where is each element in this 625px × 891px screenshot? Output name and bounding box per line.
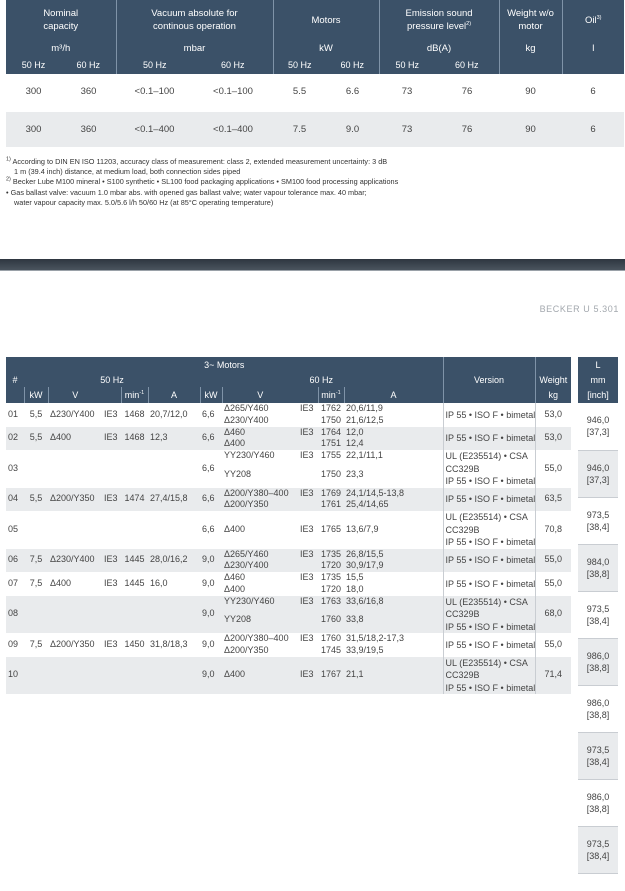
- length-cell: [578, 591, 618, 638]
- current-60: 24,1/14,5-13,8: [344, 488, 443, 500]
- ie-60: [298, 499, 318, 511]
- motors-unit: kW: [273, 40, 379, 57]
- current-50: 28,0/16,2: [148, 549, 200, 573]
- kw-50: 7,5: [24, 572, 48, 596]
- length-inch: [38,4]: [586, 521, 610, 532]
- weight-cell: 53,0: [535, 403, 571, 427]
- voltage-60: Δ230/Y400: [222, 415, 298, 427]
- ie-50: IE3: [102, 488, 121, 512]
- ie-60: [298, 645, 318, 657]
- motors-title: 3~ Motors: [6, 357, 443, 372]
- row-number: 06: [6, 549, 24, 573]
- ie-50: IE3: [102, 427, 121, 451]
- length-mm: 986,0: [586, 791, 610, 802]
- length-cell: [578, 732, 618, 779]
- table-row: [578, 732, 618, 779]
- row-number: 09: [6, 633, 24, 657]
- current-60: 33,8: [344, 607, 443, 633]
- ie-60: IE3: [298, 403, 318, 415]
- length-mm: 973,5: [586, 838, 610, 849]
- rpm-60: 1745: [318, 645, 344, 657]
- rpm-60: 1763: [318, 596, 344, 608]
- length-mm: 986,0: [586, 650, 610, 661]
- kw-60: 6,6: [200, 427, 222, 451]
- cell-oil: 6: [562, 74, 624, 109]
- kw-header: kW: [200, 387, 222, 403]
- kw-50: [24, 657, 48, 695]
- voltage-60: Δ265/Y460: [222, 549, 298, 561]
- ie-50: [102, 511, 121, 549]
- kw-60: 6,6: [200, 488, 222, 512]
- cell-weight: 90: [499, 112, 562, 147]
- cell-vac60: <0.1–100: [193, 74, 273, 109]
- table-row: [578, 685, 618, 732]
- kw-50: [24, 596, 48, 634]
- row-number: 04: [6, 488, 24, 512]
- nominal-capacity-header: Nominal capacity: [6, 0, 116, 40]
- freq-60: 60 Hz: [193, 57, 273, 74]
- ie-60: IE3: [298, 511, 318, 549]
- cell-weight: 90: [499, 74, 562, 109]
- weight-unit: kg: [499, 40, 562, 57]
- ie-60: [298, 462, 318, 488]
- kw-60: 6,6: [200, 511, 222, 549]
- freq-50: 50 Hz: [273, 57, 326, 74]
- kw-60: 6,6: [200, 403, 222, 427]
- voltage-50: Δ230/Y400: [48, 549, 102, 573]
- rpm-60: 1769: [318, 488, 344, 500]
- current-60: 26,8/15,5: [344, 549, 443, 561]
- version-cell: [443, 511, 535, 549]
- current-60: 20,6/11,9: [344, 403, 443, 415]
- kw-60: 9,0: [200, 572, 222, 596]
- specs-table: [6, 0, 624, 147]
- rpm-60: 1735: [318, 572, 344, 584]
- current-50: 31,8/18,3: [148, 633, 200, 657]
- table-row: [578, 779, 618, 826]
- weight-cell: 55,0: [535, 633, 571, 657]
- length-mm: 973,5: [586, 509, 610, 520]
- length-mm: 984,0: [586, 556, 610, 567]
- current-60: 21,6/12,5: [344, 415, 443, 427]
- version-cell: [443, 450, 535, 488]
- l-unit-mm: mm: [578, 372, 618, 387]
- freq-60: 60 Hz: [61, 57, 116, 74]
- voltage-60: Δ400: [222, 657, 298, 695]
- rpm-50: 1474: [121, 488, 148, 512]
- length-mm: 973,5: [586, 744, 610, 755]
- current-60: 21,1: [344, 657, 443, 695]
- motor-table: [6, 357, 571, 694]
- cell-mot60: 6.6: [326, 74, 379, 109]
- cell-mot50: 5.5: [273, 74, 326, 109]
- rpm-50: [121, 596, 148, 634]
- voltage-50: [48, 511, 102, 549]
- vacuum-unit: mbar: [116, 40, 273, 57]
- table-row: [6, 74, 624, 109]
- version-line: IP 55 • ISO F • bimetal: [445, 433, 536, 443]
- weight-cell: 63,5: [535, 488, 571, 512]
- version-line: UL (E235514) • CSA: [445, 596, 528, 607]
- voltage-50: Δ400: [48, 572, 102, 596]
- cell-vac50: <0.1–100: [116, 74, 193, 109]
- ie-60: IE3: [298, 596, 318, 608]
- ie-60: IE3: [298, 450, 318, 462]
- length-cell: [578, 826, 618, 873]
- voltage-60: Δ460: [222, 427, 298, 439]
- kw-60: 9,0: [200, 657, 222, 695]
- table-row: [6, 112, 624, 147]
- kw-60: 9,0: [200, 549, 222, 573]
- version-cell: [443, 488, 535, 512]
- length-mm: 946,0: [586, 462, 610, 473]
- f50-header: 50 Hz: [24, 372, 200, 387]
- v-header: V: [48, 387, 102, 403]
- row-number: 05: [6, 511, 24, 549]
- current-60: 12,0: [344, 427, 443, 439]
- cell-cap50: 300: [6, 74, 61, 109]
- current-60: 33,6/16,8: [344, 596, 443, 608]
- table-row: [578, 497, 618, 544]
- freq-60: 60 Hz: [435, 57, 499, 74]
- current-60: 30,9/17,9: [344, 560, 443, 572]
- cell-mot60: 9.0: [326, 112, 379, 147]
- freq-50: 50 Hz: [116, 57, 193, 74]
- cell-cap50: 300: [6, 112, 61, 147]
- voltage-60: Δ200/Y350: [222, 499, 298, 511]
- cell-em60: 76: [435, 112, 499, 147]
- version-line: IP 55 • ISO F • bimetal: [445, 621, 536, 632]
- row-number: 10: [6, 657, 24, 695]
- current-60: 12,4: [344, 438, 443, 450]
- version-line: IP 55 • ISO F • bimetal: [445, 476, 536, 486]
- ie-60: IE3: [298, 633, 318, 645]
- kw-60: 9,0: [200, 596, 222, 634]
- cell-cap60: 360: [61, 112, 116, 147]
- ie-50: IE3: [102, 549, 121, 573]
- rpm-60: 1767: [318, 657, 344, 695]
- weight-cell: 55,0: [535, 549, 571, 573]
- voltage-60: Δ400: [222, 511, 298, 549]
- current-60: 33,9/19,5: [344, 645, 443, 657]
- voltage-60: Δ400: [222, 438, 298, 450]
- current-50: 27,4/15,8: [148, 488, 200, 512]
- weight-cell: 71,4: [535, 657, 571, 695]
- kw-50: 7,5: [24, 633, 48, 657]
- version-line: IP 55 • ISO F • bimetal: [445, 578, 536, 589]
- kw-50: [24, 511, 48, 549]
- length-inch: [37,3]: [586, 427, 610, 438]
- length-inch: [37,3]: [586, 474, 610, 485]
- voltage-60: Δ265/Y460: [222, 403, 298, 415]
- version-cell: [443, 572, 535, 596]
- ie-60: IE3: [298, 549, 318, 561]
- length-cell: [578, 450, 618, 497]
- current-60: 22,1/11,1: [344, 450, 443, 462]
- rpm-50: 1445: [121, 549, 148, 573]
- voltage-50: Δ200/Y350: [48, 633, 102, 657]
- rpm-50: 1468: [121, 427, 148, 451]
- version-line: IP 55 • ISO F • bimetal: [445, 409, 536, 420]
- page-divider-line: [0, 270, 625, 271]
- freq-50: 50 Hz: [379, 57, 435, 74]
- length-cell: [578, 544, 618, 591]
- min-header: $\min^{-1}$: [318, 387, 344, 403]
- kw-header: kW: [24, 387, 48, 403]
- ie-60: [298, 438, 318, 450]
- rpm-60: 1762: [318, 403, 344, 415]
- motors-header: Motors: [273, 0, 379, 40]
- oil-unit: l: [562, 40, 624, 57]
- vacuum-header: Vacuum absolute for continous operation: [116, 0, 273, 40]
- current-60: 25,4/14,65: [344, 499, 443, 511]
- cell-vac60: <0.1–400: [193, 112, 273, 147]
- length-mm: 986,0: [586, 697, 610, 708]
- rpm-60: 1760: [318, 633, 344, 645]
- length-inch: [38,8]: [586, 803, 610, 814]
- ie-50: [102, 450, 121, 488]
- footnote-2: $^{2)}$ Becker Lube M100 mineral • S100 synthetic • SL100 food packaging applications • SM100 food processing applications: [6, 176, 399, 187]
- ie-50: [102, 596, 121, 634]
- kw-50: 7,5: [24, 549, 48, 573]
- rpm-50: 1450: [121, 633, 148, 657]
- cell-em60: 76: [435, 74, 499, 109]
- ie-60: IE3: [298, 427, 318, 439]
- footnotes: [6, 157, 618, 208]
- length-inch: [38,4]: [586, 615, 610, 626]
- rpm-50: [121, 450, 148, 488]
- weight-cell: 70,8: [535, 511, 571, 549]
- current-50: [148, 657, 200, 695]
- table-row: [578, 826, 618, 873]
- length-inch: [38,8]: [586, 709, 610, 720]
- ie-50: IE3: [102, 572, 121, 596]
- version-line: CC329B: [445, 609, 480, 619]
- table-row: [578, 544, 618, 591]
- current-60: 23,3: [344, 462, 443, 488]
- length-cell: [578, 403, 618, 450]
- length-inch: [38,4]: [586, 756, 610, 767]
- rpm-50: 1468: [121, 403, 148, 427]
- cell-oil: 6: [562, 112, 624, 147]
- table-row: [578, 403, 618, 450]
- rpm-60: 1755: [318, 450, 344, 462]
- rpm-50: [121, 511, 148, 549]
- version-line: CC329B: [445, 463, 480, 474]
- current-50: [148, 596, 200, 634]
- cell-mot50: 7.5: [273, 112, 326, 147]
- ie-50: IE3: [102, 403, 121, 427]
- current-60: 13,6/7,9: [344, 511, 443, 549]
- table-row: [578, 638, 618, 685]
- version-line: UL (E235514) • CSA: [445, 657, 528, 668]
- ie-60: IE3: [298, 657, 318, 695]
- v-header: V: [222, 387, 298, 403]
- rpm-60: 1764: [318, 427, 344, 439]
- row-number: 07: [6, 572, 24, 596]
- length-mm: 973,5: [586, 603, 610, 614]
- footnote-3-cont: water vapour capacity max. 5.0/5.6 l/h 50/60 Hz (at 85°C operating temperature): [14, 197, 274, 207]
- hash-header: #: [6, 372, 24, 387]
- voltage-50: Δ230/Y400: [48, 403, 102, 427]
- ie-60: [298, 607, 318, 633]
- ie-60: IE3: [298, 572, 318, 584]
- rpm-60: 1735: [318, 549, 344, 561]
- voltage-50: Δ400: [48, 427, 102, 451]
- a-header: A: [148, 387, 200, 403]
- rpm-60: 1760: [318, 607, 344, 633]
- ie-50: [102, 657, 121, 695]
- length-cell: [578, 685, 618, 732]
- current-50: [148, 511, 200, 549]
- rpm-60: 1720: [318, 584, 344, 596]
- version-line: IP 55 • ISO F • bimetal: [445, 555, 536, 565]
- cell-em50: 73: [379, 74, 435, 109]
- freq-50: 50 Hz: [6, 57, 61, 74]
- f60-header: 60 Hz: [200, 372, 443, 387]
- version-cell: [443, 549, 535, 573]
- row-number: 01: [6, 403, 24, 427]
- voltage-60: YY208: [222, 607, 298, 633]
- weight-header: Weight w/o motor: [499, 0, 562, 40]
- voltage-60: YY230/Y460: [222, 450, 298, 462]
- version-line: CC329B: [445, 524, 480, 535]
- version-header: Version: [443, 372, 535, 387]
- version-line: IP 55 • ISO F • bimetal: [445, 537, 536, 547]
- voltage-60: Δ230/Y400: [222, 560, 298, 572]
- footnote-3: • Gas ballast valve: vacuum 1.0 mbar abs. with opened gas ballast valve; water vapour tolerance max. 40 mbar;: [6, 187, 367, 197]
- length-cell: [578, 779, 618, 826]
- kw-50: 5,5: [24, 403, 48, 427]
- ie-60: IE3: [298, 488, 318, 500]
- version-cell: [443, 657, 535, 695]
- rpm-60: 1751: [318, 438, 344, 450]
- row-number: 08: [6, 596, 24, 634]
- voltage-60: Δ200/Y380–400: [222, 633, 298, 645]
- rpm-50: [121, 657, 148, 695]
- kw-50: 5,5: [24, 427, 48, 451]
- kw-50: 5,5: [24, 488, 48, 512]
- l-header: L: [578, 357, 618, 372]
- version-cell: [443, 596, 535, 634]
- version-line: IP 55 • ISO F • bimetal: [445, 639, 536, 650]
- voltage-50: [48, 596, 102, 634]
- voltage-60: Δ400: [222, 584, 298, 596]
- current-60: 15,5: [344, 572, 443, 584]
- length-inch: [38,8]: [586, 662, 610, 673]
- length-cell: [578, 638, 618, 685]
- rpm-60: 1750: [318, 415, 344, 427]
- weight-cell: 53,0: [535, 427, 571, 451]
- current-60: 18,0: [344, 584, 443, 596]
- voltage-50: Δ200/Y350: [48, 488, 102, 512]
- ie-60: [298, 584, 318, 596]
- table-row: [578, 450, 618, 497]
- length-inch: [38,4]: [586, 850, 610, 861]
- voltage-50: [48, 657, 102, 695]
- current-50: 16,0: [148, 572, 200, 596]
- voltage-60: Δ200/Y350: [222, 645, 298, 657]
- version-line: UL (E235514) • CSA: [445, 512, 528, 522]
- rpm-60: 1761: [318, 499, 344, 511]
- current-60: 31,5/18,2-17,3: [344, 633, 443, 645]
- current-50: [148, 450, 200, 488]
- version-cell: [443, 403, 535, 427]
- cell-em50: 73: [379, 112, 435, 147]
- version-line: IP 55 • ISO F • bimetal: [445, 682, 536, 693]
- weight-unit: kg: [535, 387, 571, 403]
- weight-cell: 55,0: [535, 450, 571, 488]
- ie-50: IE3: [102, 633, 121, 657]
- row-number: 02: [6, 427, 24, 451]
- voltage-50: [48, 450, 102, 488]
- min-header: $\min^{-1}$: [121, 387, 148, 403]
- version-cell: [443, 633, 535, 657]
- page-label: BECKER U 5.301: [539, 304, 619, 314]
- weight-cell: 68,0: [535, 596, 571, 634]
- cell-cap60: 360: [61, 74, 116, 109]
- l-unit-inch: [inch]: [578, 387, 618, 403]
- oil-header: Oil$^{3)}$: [562, 0, 624, 40]
- table-row: [578, 591, 618, 638]
- length-inch: [38,8]: [586, 568, 610, 579]
- row-number: 03: [6, 450, 24, 488]
- voltage-60: YY230/Y460: [222, 596, 298, 608]
- emission-unit: dB(A): [379, 40, 499, 57]
- ie-60: [298, 560, 318, 572]
- kw-50: [24, 450, 48, 488]
- a-header: A: [344, 387, 443, 403]
- rpm-60: 1765: [318, 511, 344, 549]
- kw-60: 6,6: [200, 450, 222, 488]
- current-50: 20,7/12,0: [148, 403, 200, 427]
- length-mm: 946,0: [586, 415, 610, 426]
- version-line: UL (E235514) • CSA: [445, 451, 528, 461]
- footnote-1: $^{1)}$ According to DIN EN ISO 11203, accuracy class of measurement: class 2, extended measurement uncertainty: 3 dB: [6, 156, 388, 166]
- rpm-60: 1720: [318, 560, 344, 572]
- weight-cell: 55,0: [535, 572, 571, 596]
- voltage-60: Δ460: [222, 572, 298, 584]
- page-divider: [0, 259, 625, 270]
- emission-header: Emission sound pressure level$^{2)}$: [379, 0, 499, 40]
- capacity-unit: m³/h: [6, 40, 116, 57]
- voltage-60: Δ200/Y380–400: [222, 488, 298, 500]
- cell-vac50: <0.1–400: [116, 112, 193, 147]
- kw-60: 9,0: [200, 633, 222, 657]
- length-table: [578, 357, 618, 874]
- ie-60: [298, 415, 318, 427]
- voltage-60: YY208: [222, 462, 298, 488]
- current-50: 12,3: [148, 427, 200, 451]
- rpm-50: 1445: [121, 572, 148, 596]
- version-line: CC329B: [445, 670, 480, 680]
- weight-header: Weight: [535, 372, 571, 387]
- length-cell: [578, 497, 618, 544]
- freq-60: 60 Hz: [326, 57, 379, 74]
- version-line: IP 55 • ISO F • bimetal: [445, 494, 536, 504]
- version-cell: [443, 427, 535, 451]
- rpm-60: 1750: [318, 462, 344, 488]
- footnote-1-cont: 1 m (39.4 inch) distance, at medium load, both connection sides piped: [14, 167, 241, 177]
